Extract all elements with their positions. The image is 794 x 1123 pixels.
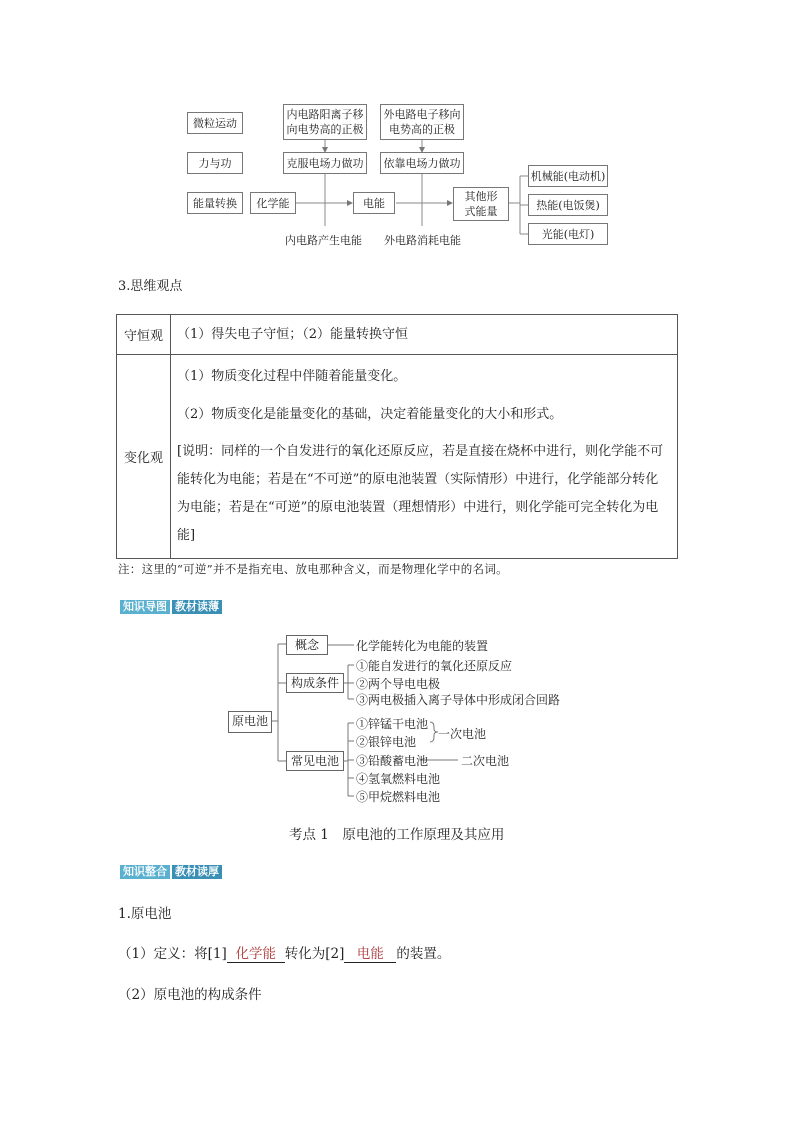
condition-item: ③两电极插入离子导体中形成闭合回路 bbox=[356, 693, 561, 707]
definition-line bbox=[118, 942, 450, 963]
definition-suffix: 的装置。 bbox=[396, 946, 451, 962]
footnote: 注：这里的“可逆”并不是指充电、放电那种含义，而是物理化学中的名词。 bbox=[118, 562, 508, 576]
overcome-force-box: 克服电场力做功 bbox=[283, 152, 367, 174]
view-note-line: [说明：同样的一个自发进行的氧化还原反应，若是直接在烧杯中进行，则化学能不可能转化为电能；若是在“不可逆”的原电池装置（实际情形）中进行，化学能部分转化为电能；若是在“可逆”的原电池装置（理想情形）中进行，则化学能可完全转化为电能] bbox=[177, 443, 664, 543]
kaodian-title: 考点 1 原电池的工作原理及其应用 bbox=[289, 827, 505, 843]
definition-prefix: （1）定义：将[1] bbox=[118, 946, 227, 962]
knowledge-integrate-badge bbox=[120, 865, 222, 879]
battery-item: ②银锌电池 bbox=[356, 735, 417, 749]
row-label-particle: 微粒运动 bbox=[187, 112, 243, 134]
definition-middle: 转化为[2] bbox=[284, 946, 345, 962]
view-line: （1）物质变化过程中伴随着能量变化。 bbox=[177, 368, 407, 384]
electric-energy-box: 电能 bbox=[353, 192, 395, 214]
secondary-battery-label: 二次电池 bbox=[461, 754, 510, 768]
output-light-box: 光能(电灯) bbox=[528, 223, 608, 245]
badge-label: 知识导图 bbox=[120, 600, 170, 614]
badge-label: 知识整合 bbox=[120, 865, 170, 879]
section3-title: 3.思维观点 bbox=[118, 279, 183, 294]
answer-blank-1: 化学能 bbox=[227, 942, 285, 963]
badge-label: 教材读厚 bbox=[172, 865, 222, 879]
battery-item: ①锌锰干电池 bbox=[356, 717, 429, 731]
row-label-force: 力与功 bbox=[187, 152, 243, 174]
outer-consume-label: 外电路消耗电能 bbox=[384, 234, 461, 247]
section1-title: 1.原电池 bbox=[118, 906, 172, 922]
subsection-conditions: （2）原电池的构成条件 bbox=[118, 987, 262, 1003]
outer-electron-box: 外电路电子移向电势高的正极 bbox=[380, 104, 464, 140]
battery-item: ④氢氧燃料电池 bbox=[356, 772, 441, 786]
primary-battery-label: 一次电池 bbox=[438, 727, 487, 741]
view-line: （2）物质变化是能量变化的基础，决定着能量变化的大小和形式。 bbox=[177, 406, 563, 422]
rely-force-box: 依靠电场力做功 bbox=[380, 152, 464, 174]
output-heat-box: 热能(电饭煲) bbox=[528, 194, 608, 216]
other-energy-box: 其他形式能量 bbox=[453, 187, 509, 221]
battery-item: ③铅酸蓄电池 bbox=[356, 754, 429, 768]
mindmap-concept: 概念 bbox=[286, 635, 328, 655]
view-head-conservation: 守恒观 bbox=[117, 315, 171, 355]
condition-item: ②两个导电电极 bbox=[356, 677, 441, 691]
inner-ion-box: 内电路阳离子移向电势高的正极 bbox=[283, 104, 367, 140]
battery-item: ⑤甲烷燃料电池 bbox=[356, 790, 441, 804]
view-line: （1）得失电子守恒；（2）能量转换守恒 bbox=[177, 326, 409, 342]
mindmap-conditions: 构成条件 bbox=[286, 673, 344, 693]
mindmap-root: 原电池 bbox=[228, 711, 272, 733]
condition-item: ①能自发进行的氧化还原反应 bbox=[356, 659, 513, 673]
concept-text: 化学能转化为电能的装置 bbox=[356, 639, 489, 653]
chemical-energy-box: 化学能 bbox=[250, 192, 296, 214]
answer-blank-2: 电能 bbox=[344, 942, 396, 963]
mindmap-common: 常见电池 bbox=[286, 751, 344, 771]
badge-label: 教材读薄 bbox=[172, 600, 222, 614]
output-mechanical-box: 机械能(电动机) bbox=[528, 165, 608, 187]
view-head-change: 变化观 bbox=[117, 355, 171, 559]
row-label-energy: 能量转换 bbox=[187, 192, 243, 214]
inner-produce-label: 内电路产生电能 bbox=[285, 234, 362, 247]
